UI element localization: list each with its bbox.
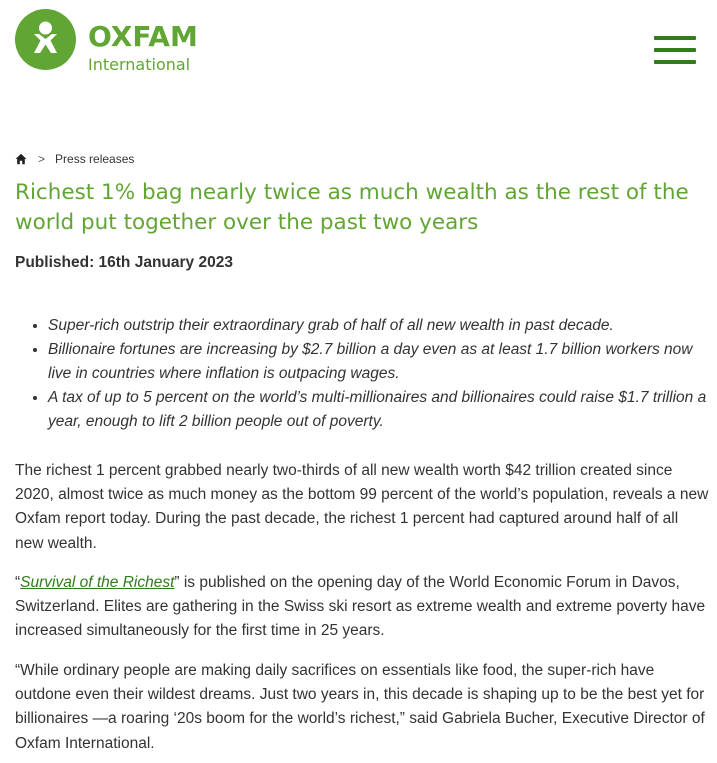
page-title: Richest 1% bag nearly twice as much wealth as the rest of the world put together over the past two years [15, 180, 689, 235]
body-paragraph-2 [15, 571, 710, 644]
list-item: • Super-rich outstrip their extraordinary grab of half of all new wealth in past decade. [48, 314, 715, 338]
logo-subtitle: International [88, 55, 191, 74]
breadcrumb-press-releases[interactable]: Press releases [55, 152, 135, 166]
oxfam-logo-icon[interactable] [15, 9, 76, 70]
open-quote: “ [15, 574, 21, 591]
report-link[interactable]: Survival of the Richest [20, 574, 175, 591]
list-item: • Billionaire fortunes are increasing by $2.7 billion a day even as at least 1.7 billion workers now live in countries where inflation is outpacing wages. [48, 338, 715, 386]
home-icon[interactable] [15, 153, 27, 165]
breadcrumb-separator: > [38, 152, 46, 166]
body-paragraph-1: The richest 1 percent grabbed nearly two-thirds of all new wealth worth $42 trillion created since 2020, almost twice as much money as the bottom 99 percent of the world’s population, reveals a new Oxfam report today. During the past decade, the richest 1 percent had captured around half of all new wealth. [15, 462, 709, 552]
summary-list [15, 314, 715, 434]
logo-wordmark[interactable]: OXFAM [88, 20, 198, 53]
paragraph-text: ” is published on the opening day of the World Economic Forum in Davos, Switzerland. Elites are gathering in the Swiss ski resort as extreme wealth and extreme poverty have increased simultaneously for the first time in 25 years. [15, 574, 706, 640]
hamburger-menu-icon[interactable] [654, 36, 696, 64]
list-item: • A tax of up to 5 percent on the world’s multi-millionaires and billionaires could raise $1.7 trillion a year, enough to lift 2 billion people out of poverty. [48, 386, 715, 434]
site-header [0, 0, 717, 90]
body-paragraph-3: “While ordinary people are making daily sacrifices on essentials like food, the super-rich have outdone even their wildest dreams. Just two years in, this decade is shaping up to be the best yet for billionaires —a roaring ‘20s boom for the world’s richest,” said Gabriela Bucher, Executive Director of Oxfam International. [15, 662, 705, 752]
breadcrumb [15, 150, 134, 168]
published-date: Published: 16th January 2023 [15, 254, 233, 271]
